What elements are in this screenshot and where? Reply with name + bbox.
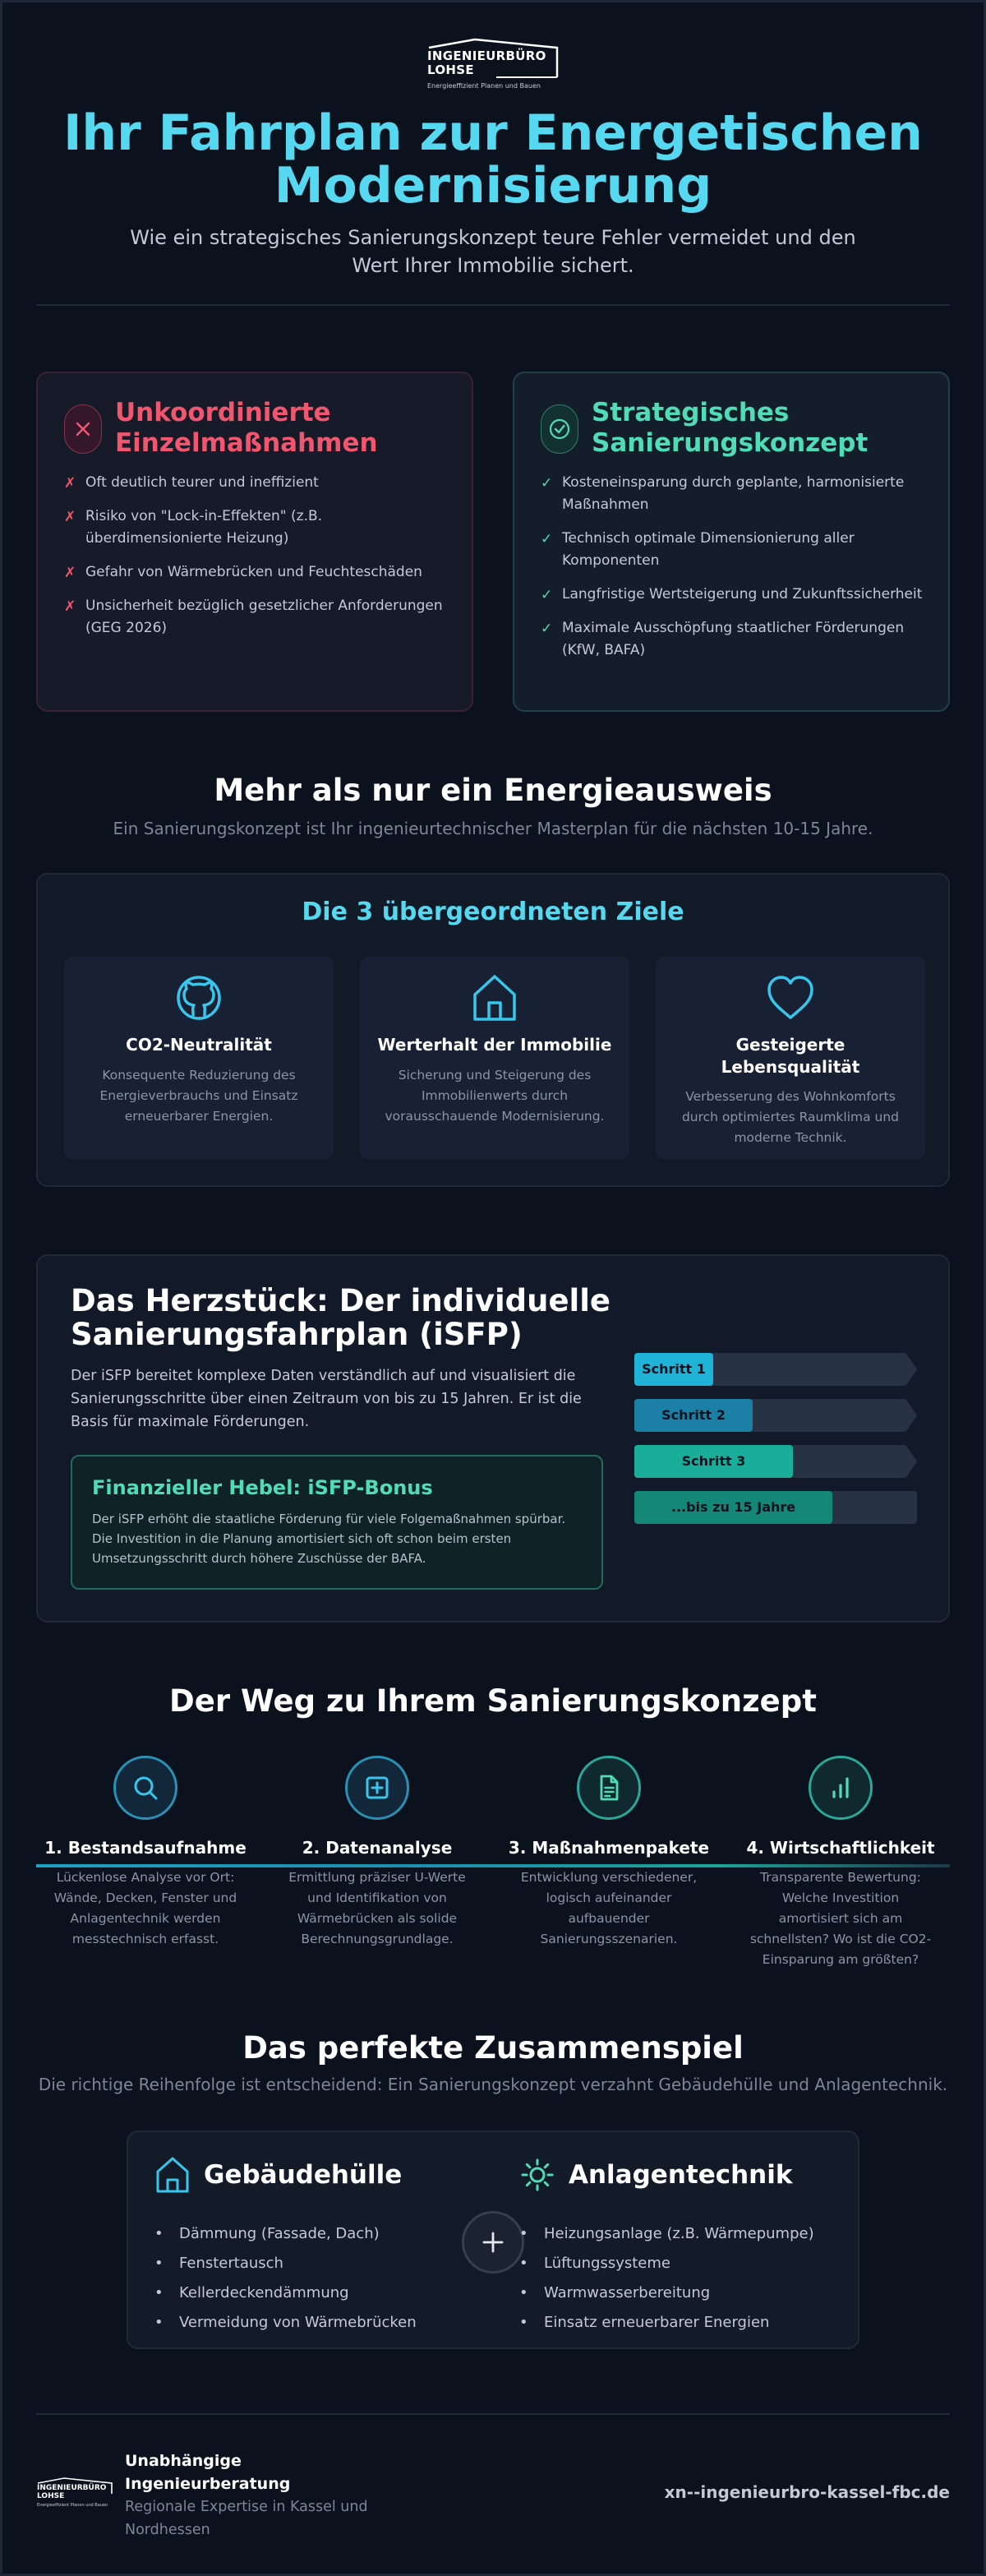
list-item: ✗ Unsicherheit bezüglich gesetzlicher Anforderungen (GEG 2026) [64,598,443,636]
logo-line-1: INGENIEURBÜRO [427,48,546,63]
divider [36,304,950,306]
logo-tagline: Energieeffizient Planen und Bauen [427,82,541,90]
list-item: ✓ Langfristige Wertsteigerung und Zukunftssicherheit [541,584,927,606]
cross-icon: ✗ [64,509,76,525]
isfp-title: Das Herzstück: Der individuelle Sanierungsfahrplan (iSFP) [71,1283,611,1352]
footer-logo-line-2: LOHSE [37,2492,65,2500]
search-icon [113,1756,177,1820]
section-title: Mehr als nur ein Energieausweis [214,773,772,808]
section-title: Das perfekte Zusammenspiel [242,2030,744,2066]
bonus-title: Finanzieller Hebel: iSFP-Bonus [92,1476,433,1499]
advantages-list [541,472,927,673]
step-title: 1. Bestandsaufnahme [44,1838,246,1858]
list-item: ✗ Risiko von "Lock-in-Effekten" (z.B. überdimensionierte Heizung) [64,508,323,547]
footer-logo-line-1: INGENIEURBÜRO [37,2484,107,2492]
house-icon [154,2155,191,2195]
footer-divider [36,2413,950,2415]
cross-icon: ✗ [64,475,76,492]
card-strategic [513,372,950,712]
page-title: Ihr Fahrplan zur Energetischen Modernisierung [63,104,923,215]
list-item: ✓ Maximale Ausschöpfung staatlicher Förderungen (KfW, BAFA) [541,620,905,658]
envelope-list [179,2219,417,2338]
isfp-panel [36,1254,950,1623]
goal-card [64,957,334,1159]
roadmap-bar [634,1445,917,1478]
plus-icon [462,2211,524,2274]
step-text: Ermittlung präziser U-Werte und Identifikation von Wärmebrücken als solide Berechnungsgrundlage. [288,1870,466,1946]
list-item: ✗ Oft deutlich teurer und ineffizient [64,472,450,494]
cross-icon: ✗ [64,565,76,581]
roadmap-bar-label: Schritt 1 [642,1361,706,1377]
goals-panel [36,873,950,1187]
step-title: 3. Maßnahmenpakete [508,1838,710,1858]
isfp-bonus-box [71,1455,603,1590]
list-item: • Warmwasserbereitung [544,2278,814,2308]
section-subtitle: Ein Sanierungskonzept ist Ihr ingenieurtechnischer Masterplan für die nächsten 10-15 Jahre. [113,819,873,838]
roadmap-bar [634,1491,917,1524]
card-title: Strategisches Sanierungskonzept [592,398,869,458]
isfp-text: Der iSFP bereitet komplexe Daten verständlich auf und visualisiert die Sanierungsschritte über einen Zeitraum von bis zu 15 Jahren. Er ist die Basis für maximale Förderungen. [71,1368,582,1430]
list-item: ✗ Gefahr von Wärmebrücken und Feuchteschäden [64,561,450,584]
footer-logo-tagline: Energieeffizient Planen und Bauen [37,2503,108,2508]
cross-icon: ✗ [64,598,76,615]
step-title: 4. Wirtschaftlichkeit [746,1838,935,1858]
synergy-panel [127,2131,859,2349]
list-item: • Fenstertausch [179,2249,417,2278]
step-text: Lückenlose Analyse vor Ort: Wände, Decken, Fenster und Anlagentechnik werden messtechnisch erfasst. [53,1870,237,1946]
roadmap-bar [634,1353,917,1386]
github-icon [171,970,227,1026]
list-item: • Einsatz erneuerbarer Energien [544,2308,814,2338]
check-icon: ✓ [541,587,553,603]
goal-title: CO2-Neutralität [126,1035,272,1055]
heart-icon [763,970,818,1026]
website-link[interactable]: xn--ingenieurbro-kassel-fbc.de [664,2482,950,2502]
list-item: • Kellerdeckendämmung [179,2278,417,2308]
column-title: Anlagentechnik [569,2160,793,2190]
footer-subtitle: Regionale Expertise in Kassel und Nordhessen [125,2499,368,2538]
check-icon: ✓ [541,475,553,492]
services-list [544,2219,814,2338]
card-uncoordinated [36,372,473,712]
page-subtitle: Wie ein strategisches Sanierungskonzept teure Fehler vermeidet und den Wert Ihrer Immobilie sichert. [130,226,856,277]
goal-title: Werterhalt der Immobilie [377,1035,612,1055]
list-item: ✓ Technisch optimale Dimensionierung aller Komponenten [541,530,855,569]
goal-text: Sicherung und Steigerung des Immobilienwerts durch vorausschauende Modernisierung. [385,1068,605,1124]
bar-chart-icon [809,1756,873,1820]
goals-title: Die 3 übergeordneten Ziele [302,898,684,926]
card-title: Unkoordinierte Einzelmaßnahmen [115,398,378,458]
sun-icon [519,2155,555,2195]
list-item: ✓ Kosteneinsparung durch geplante, harmonisierte Maßnahmen [541,474,905,513]
logo-underline [496,76,557,78]
roadmap-bar-label: Schritt 2 [661,1407,726,1423]
list-item: • Heizungsanlage (z.B. Wärmepumpe) [544,2219,814,2249]
footer-title: Unabhängige Ingenieurberatung [125,2452,291,2493]
document-icon [577,1756,641,1820]
list-item: • Vermeidung von Wärmebrücken [179,2308,417,2338]
goal-title: Gesteigerte Lebensqualität [721,1035,860,1077]
goal-card [360,957,629,1159]
calculator-icon [345,1756,409,1820]
company-logo[interactable] [426,38,560,94]
step-text: Transparente Bewertung: Welche Investition amortisiert sich am schnellsten? Wo ist die CO2-Einsparung am größten? [749,1870,932,1967]
bonus-text: Der iSFP erhöht die staatliche Förderung für viele Folgemaßnahmen spürbar. Die Investition in die Planung amortisiert sich oft schon beim ersten Umsetzungsschritt durch höhere Zuschüsse der BAFA. [92,1512,566,1566]
disadvantages-list [64,472,450,651]
roadmap-bar-label: ...bis zu 15 Jahre [670,1499,796,1515]
column-title: Gebäudehülle [204,2160,403,2190]
logo-line-2: LOHSE [427,62,474,77]
list-item: • Lüftungssysteme [544,2249,814,2278]
goal-text: Konsequente Reduzierung des Energieverbrauchs und Einsatz erneuerbarer Energien. [99,1068,298,1124]
check-icon: ✓ [541,531,553,547]
x-icon [64,404,102,454]
section-subtitle: Die richtige Reihenfolge ist entscheidend: Ein Sanierungskonzept verzahnt Gebäudehülle und Anlagentechnik. [38,2075,948,2094]
house-icon [467,970,523,1026]
step-text: Entwicklung verschiedener, logisch aufeinander aufbauender Sanierungsszenarien. [520,1870,698,1946]
step-title: 2. Datenanalyse [302,1838,453,1858]
goal-text: Verbesserung des Wohnkomforts durch optimiertes Raumklima und moderne Technik. [681,1089,900,1145]
footer-logo[interactable] [36,2477,113,2514]
roadmap-bar-label: Schritt 3 [681,1453,746,1469]
check-circle-icon [541,404,578,454]
check-icon: ✓ [541,621,553,637]
goal-card [656,957,925,1159]
section-title: Der Weg zu Ihrem Sanierungskonzept [169,1683,817,1719]
list-item: • Dämmung (Fassade, Dach) [179,2219,417,2249]
roadmap-bar [634,1399,917,1432]
